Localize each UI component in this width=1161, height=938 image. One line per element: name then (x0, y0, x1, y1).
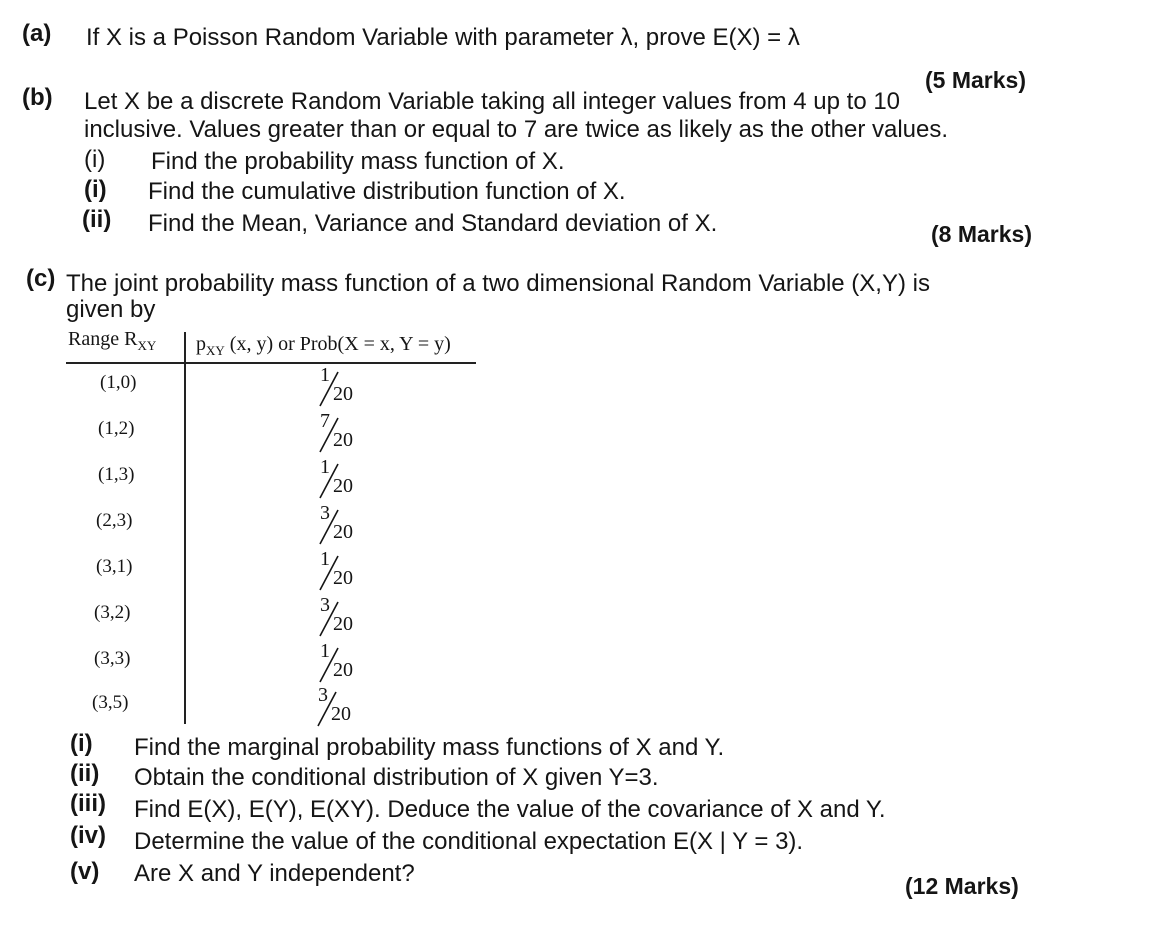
part-c-label: (c) (26, 265, 56, 292)
table-header-prob-text: (x, y) or Prob(X = x, Y = y) (229, 333, 451, 355)
part-c-item-text-3: Find E(X), E(Y), E(XY). Deduce the value of the covariance of X and Y. (134, 796, 886, 823)
part-c-line-2: given by (66, 296, 156, 323)
table-vertical-rule (184, 332, 186, 724)
part-b-marks: (8 Marks) (931, 221, 1032, 247)
table-row-probability (316, 642, 360, 688)
table-header-prob-p: p (196, 333, 206, 355)
table-row-probability (316, 366, 360, 412)
fraction-numerator: 1 (320, 364, 330, 386)
part-a-label: (a) (22, 20, 52, 47)
fraction-denominator: 20 (333, 475, 353, 497)
fraction-denominator: 20 (331, 703, 351, 725)
fraction-numerator: 3 (320, 502, 330, 524)
table-row-range: (3,2) (94, 602, 131, 623)
part-c-item-text-2: Obtain the conditional distribution of X given Y=3. (134, 764, 659, 791)
table-row-probability (316, 504, 360, 550)
fraction-numerator: 3 (318, 684, 328, 706)
part-b-label: (b) (22, 84, 53, 111)
table-header-range-text: Range R (68, 328, 138, 350)
table-row-probability (314, 686, 358, 732)
part-c-item-label-3: (iii) (70, 790, 106, 817)
table-row-range: (3,3) (94, 648, 131, 669)
part-b-item-text-3: Find the Mean, Variance and Standard deviation of X. (148, 210, 718, 237)
fraction-denominator: 20 (333, 429, 353, 451)
fraction-denominator: 20 (333, 613, 353, 635)
table-header-rule (66, 362, 476, 364)
part-c-item-label-1: (i) (70, 730, 93, 757)
fraction-numerator: 1 (320, 548, 330, 570)
fraction-denominator: 20 (333, 659, 353, 681)
table-row-probability (316, 596, 360, 642)
part-b-line-2: inclusive. Values greater than or equal to 7 are twice as likely as the other values. (84, 116, 949, 143)
table-row-range: (1,0) (100, 372, 137, 393)
table-row-range: (1,2) (98, 418, 135, 439)
part-c-item-label-4: (iv) (70, 822, 106, 849)
table-row-range: (3,1) (96, 556, 133, 577)
part-b-item-label-1: (i) (84, 146, 106, 173)
fraction-numerator: 7 (320, 410, 330, 432)
part-b-item-text-2: Find the cumulative distribution function of X. (148, 178, 626, 205)
fraction-numerator: 3 (320, 594, 330, 616)
table-row-probability (316, 412, 360, 458)
part-a-marks: (5 Marks) (925, 67, 1026, 93)
part-b-item-text-1: Find the probability mass function of X. (151, 148, 565, 175)
fraction-numerator: 1 (320, 640, 330, 662)
fraction-denominator: 20 (333, 567, 353, 589)
part-c-item-label-5: (v) (70, 858, 100, 885)
part-b-item-label-2: (i) (84, 176, 107, 203)
part-c-item-text-4: Determine the value of the conditional expectation E(X | Y = 3). (134, 828, 804, 855)
part-b-item-label-3: (ii) (82, 206, 112, 233)
part-c-marks: (12 Marks) (905, 873, 1019, 899)
table-row-range: (3,5) (92, 692, 129, 713)
table-row-range: (1,3) (98, 464, 135, 485)
table-header-range (68, 327, 156, 358)
table-header-range-subscript: XY (137, 338, 157, 353)
fraction-numerator: 1 (320, 456, 330, 478)
part-a-question: If X is a Poisson Random Variable with parameter λ, prove E(X) = λ (86, 24, 800, 51)
part-b-line-1: Let X be a discrete Random Variable taking all integer values from 4 up to 10 (84, 88, 901, 115)
table-row-range: (2,3) (96, 510, 133, 531)
part-c-item-text-5: Are X and Y independent? (134, 860, 415, 887)
table-row-probability (316, 550, 360, 596)
part-c-line-1: The joint probability mass function of a two dimensional Random Variable (X,Y) is (66, 270, 930, 297)
part-c-item-label-2: (ii) (70, 760, 100, 787)
part-c-item-text-1: Find the marginal probability mass functions of X and Y. (134, 734, 725, 761)
fraction-denominator: 20 (333, 383, 353, 405)
table-header-prob-subscript: XY (206, 343, 225, 358)
table-row-probability (316, 458, 360, 504)
table-header-prob (196, 332, 451, 363)
fraction-denominator: 20 (333, 521, 353, 543)
